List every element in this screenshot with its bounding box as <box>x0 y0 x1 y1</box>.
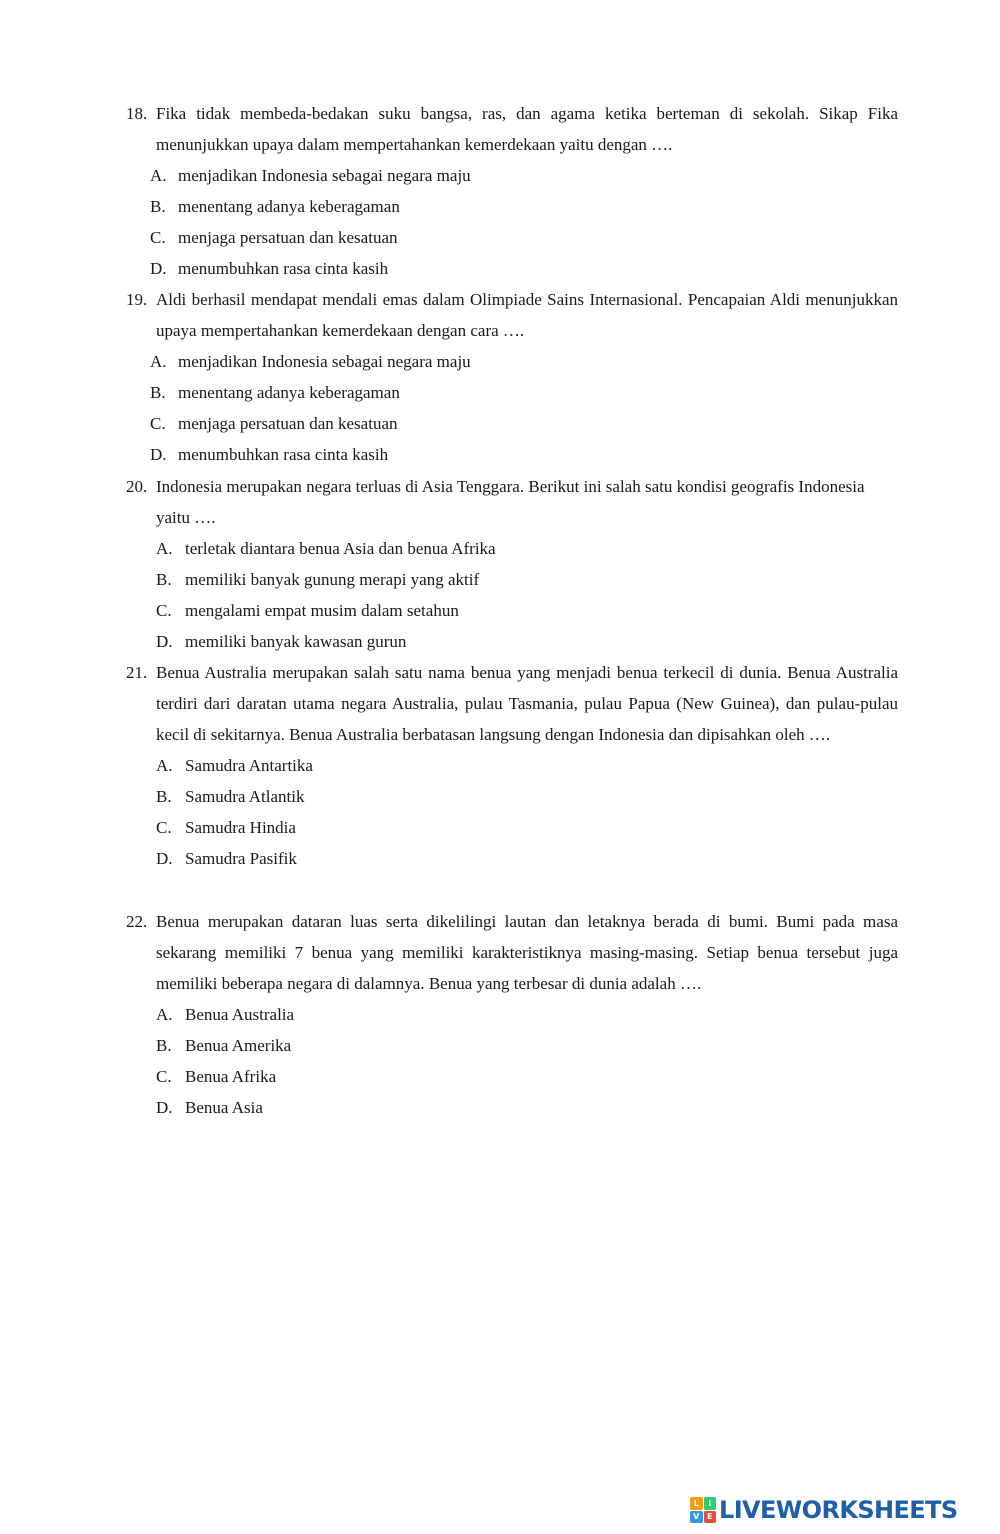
option-letter: D. <box>156 632 173 651</box>
liveworksheets-wordmark: LIVEWORKSHEETS <box>719 1496 958 1524</box>
option-b[interactable] <box>156 1030 898 1061</box>
option-d[interactable] <box>156 1092 898 1123</box>
option-letter: B. <box>150 197 166 216</box>
option-letter: A. <box>150 352 167 371</box>
option-letter: A. <box>156 1005 173 1024</box>
question-number: 18. <box>126 104 148 123</box>
option-c[interactable] <box>150 222 898 253</box>
option-text: Samudra Antartika <box>185 756 313 775</box>
question-number: 20. <box>126 477 148 496</box>
question-21 <box>126 657 898 874</box>
logo-tile: E <box>704 1511 717 1524</box>
option-letter: D. <box>150 445 167 464</box>
option-letter: C. <box>156 818 172 837</box>
option-text: menjaga persatuan dan kesatuan <box>178 414 398 433</box>
option-text: memiliki banyak kawasan gurun <box>185 632 407 651</box>
option-a[interactable] <box>156 533 898 564</box>
question-20 <box>126 471 898 657</box>
option-text: menentang adanya keberagaman <box>178 383 400 402</box>
option-letter: A. <box>156 539 173 558</box>
option-letter: D. <box>156 849 173 868</box>
question-text: Aldi berhasil mendapat mendali emas dalam Olimpiade Sains Internasional. Pencapaian Aldi menunjukkan upaya mempertahankan kemerdekaan dengan cara …. <box>156 290 898 340</box>
question-number: 21. <box>126 663 148 682</box>
option-letter: D. <box>150 259 167 278</box>
option-d[interactable] <box>150 253 898 284</box>
option-a[interactable] <box>150 160 898 191</box>
answer-options <box>150 346 898 470</box>
option-letter: A. <box>150 166 167 185</box>
question-number: 19. <box>126 290 148 309</box>
logo-tile: V <box>690 1511 703 1524</box>
question-number: 22. <box>126 912 148 931</box>
option-text: Samudra Pasifik <box>185 849 297 868</box>
answer-options <box>156 750 898 874</box>
option-letter: B. <box>156 570 172 589</box>
option-text: Samudra Atlantik <box>185 787 305 806</box>
option-letter: C. <box>150 228 166 247</box>
liveworksheets-logo-icon <box>690 1497 716 1523</box>
option-b[interactable] <box>156 564 898 595</box>
option-letter: D. <box>156 1098 173 1117</box>
option-text: menjadikan Indonesia sebagai negara maju <box>178 352 471 371</box>
option-text: menumbuhkan rasa cinta kasih <box>178 259 389 278</box>
option-text: Benua Asia <box>185 1098 263 1117</box>
question-19 <box>126 284 898 470</box>
option-text: Benua Amerika <box>185 1036 292 1055</box>
answer-options <box>156 533 898 657</box>
option-letter: B. <box>156 1036 172 1055</box>
question-text: Indonesia merupakan negara terluas di Asia Tenggara. Berikut ini salah satu kondisi geografis Indonesia yaitu …. <box>156 477 865 527</box>
option-letter: A. <box>156 756 173 775</box>
option-text: memiliki banyak gunung merapi yang aktif <box>185 570 480 589</box>
option-letter: B. <box>156 787 172 806</box>
option-text: mengalami empat musim dalam setahun <box>185 601 459 620</box>
liveworksheets-watermark <box>690 1496 990 1524</box>
option-text: menumbuhkan rasa cinta kasih <box>178 445 389 464</box>
option-text: menentang adanya keberagaman <box>178 197 400 216</box>
option-letter: C. <box>156 1067 172 1086</box>
option-text: Benua Australia <box>185 1005 295 1024</box>
answer-options <box>150 160 898 284</box>
option-a[interactable] <box>150 346 898 377</box>
option-letter: C. <box>156 601 172 620</box>
answer-options <box>156 999 898 1123</box>
option-a[interactable] <box>156 999 898 1030</box>
option-text: Benua Afrika <box>185 1067 277 1086</box>
option-c[interactable] <box>156 812 898 843</box>
option-b[interactable] <box>156 781 898 812</box>
logo-tile: L <box>690 1497 703 1510</box>
question-text: Benua merupakan dataran luas serta dikelilingi lautan dan letaknya berada di bumi. Bumi pada masa sekarang memiliki 7 benua yang memiliki karakteristiknya masing-masing. Setiap benua tersebut juga memiliki beberapa negara di dalamnya. Benua yang terbesar di dunia adalah …. <box>156 912 898 993</box>
option-text: Samudra Hindia <box>185 818 296 837</box>
option-b[interactable] <box>150 191 898 222</box>
option-a[interactable] <box>156 750 898 781</box>
option-d[interactable] <box>150 439 898 470</box>
option-text: menjadikan Indonesia sebagai negara maju <box>178 166 471 185</box>
question-text: Benua Australia merupakan salah satu nama benua yang menjadi benua terkecil di dunia. Benua Australia terdiri dari daratan utama negara Australia, pulau Tasmania, pulau Papua (New Guinea), dan pulau-pulau kecil di sekitarnya. Benua Australia berbatasan langsung dengan Indonesia dan dipisahkan oleh …. <box>156 663 898 744</box>
option-b[interactable] <box>150 377 898 408</box>
question-22 <box>126 906 898 1123</box>
option-c[interactable] <box>150 408 898 439</box>
question-text: Fika tidak membeda-bedakan suku bangsa, ras, dan agama ketika berteman di sekolah. Sikap Fika menunjukkan upaya dalam mempertahankan kemerdekaan yaitu dengan …. <box>156 104 898 154</box>
option-letter: B. <box>150 383 166 402</box>
option-letter: C. <box>150 414 166 433</box>
option-d[interactable] <box>156 843 898 874</box>
question-18 <box>126 98 898 284</box>
option-text: menjaga persatuan dan kesatuan <box>178 228 398 247</box>
option-c[interactable] <box>156 1061 898 1092</box>
option-c[interactable] <box>156 595 898 626</box>
option-d[interactable] <box>156 626 898 657</box>
option-text: terletak diantara benua Asia dan benua Afrika <box>185 539 496 558</box>
logo-tile: I <box>704 1497 717 1510</box>
